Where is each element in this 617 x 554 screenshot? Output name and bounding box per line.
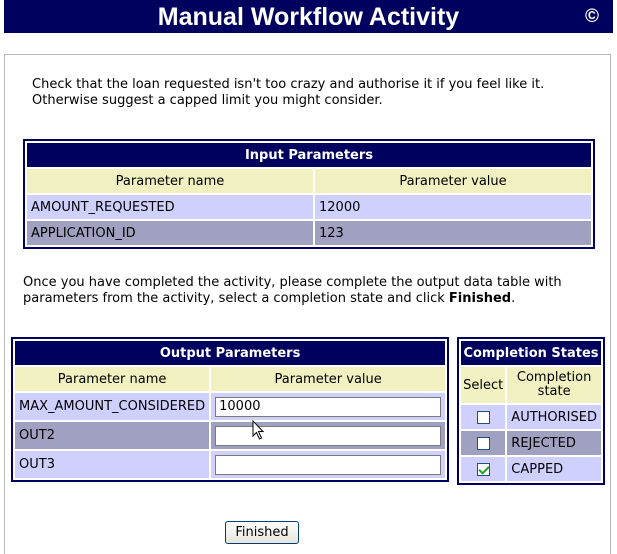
- output-param-name: OUT3: [15, 451, 209, 478]
- select-cell: [461, 457, 505, 481]
- completion-states-table: [457, 337, 605, 485]
- completion-state-col-header: Completion state: [507, 367, 601, 403]
- note-line-1: Once you have completed the activity, please complete the output data table with: [23, 275, 562, 290]
- input-col-value-header: Parameter value: [315, 169, 591, 193]
- select-cell: [461, 431, 505, 455]
- table-row: [27, 195, 591, 219]
- completion-state-label: CAPPED: [507, 457, 601, 481]
- intro-line-1: Check that the loan requested isn't too crazy and authorise it if you feel like it.: [32, 77, 545, 92]
- input-parameters-caption: Input Parameters: [27, 143, 591, 167]
- instructions-text: [23, 275, 593, 307]
- completion-state-label: AUTHORISED: [507, 405, 601, 429]
- output-value-cell: [211, 422, 445, 449]
- output-col-name-header: Parameter name: [15, 367, 209, 391]
- intro-line-2: Otherwise suggest a capped limit you might consider.: [32, 93, 383, 108]
- input-param-name: AMOUNT_REQUESTED: [27, 195, 313, 219]
- output-value-cell: [211, 451, 445, 478]
- table-row: [15, 393, 445, 420]
- note-period: .: [511, 291, 516, 306]
- completion-states-caption: Completion States: [461, 341, 601, 365]
- output-parameters-caption: Output Parameters: [15, 341, 445, 365]
- authorised-checkbox[interactable]: [477, 411, 490, 424]
- table-row: [461, 431, 601, 455]
- select-cell: [461, 405, 505, 429]
- output-parameters-table: [11, 337, 449, 482]
- table-row: [15, 451, 445, 478]
- note-finished-bold: Finished: [448, 291, 512, 306]
- input-parameters-table: [23, 139, 595, 249]
- select-col-header: Select: [461, 367, 505, 403]
- rejected-checkbox[interactable]: [477, 437, 490, 450]
- output-value-cell: [211, 393, 445, 420]
- output-param-name: MAX_AMOUNT_CONSIDERED: [15, 393, 209, 420]
- input-col-name-header: Parameter name: [27, 169, 313, 193]
- out2-input[interactable]: [215, 426, 441, 446]
- table-row: [15, 422, 445, 449]
- completion-state-label: REJECTED: [507, 431, 601, 455]
- out3-input[interactable]: [215, 455, 441, 475]
- finished-button[interactable]: Finished: [225, 521, 299, 544]
- title-bar: [4, 0, 613, 33]
- table-row: [27, 221, 591, 245]
- input-param-name: APPLICATION_ID: [27, 221, 313, 245]
- output-col-value-header: Parameter value: [211, 367, 445, 391]
- table-row: [461, 405, 601, 429]
- note-line-2-text: parameters from the activity, select a completion state and click: [23, 291, 449, 306]
- input-param-value: 123: [315, 221, 591, 245]
- text-cursor-icon: [252, 420, 268, 442]
- max-amount-considered-input[interactable]: [215, 397, 441, 417]
- capped-checkbox[interactable]: [477, 463, 490, 476]
- note-line-2: [23, 291, 593, 307]
- output-param-name: OUT2: [15, 422, 209, 449]
- input-param-value: 12000: [315, 195, 591, 219]
- intro-text: [32, 77, 592, 109]
- copyright-icon: ©: [585, 6, 599, 27]
- page-title: Manual Workflow Activity: [157, 3, 460, 31]
- table-row: [461, 457, 601, 481]
